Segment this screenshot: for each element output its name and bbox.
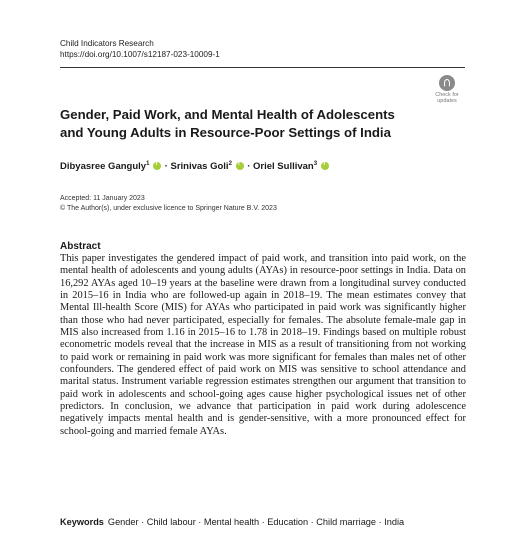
orcid-icon[interactable]: [321, 162, 329, 170]
author-separator: ·: [162, 161, 171, 173]
author-separator: ·: [244, 161, 254, 173]
orcid-icon[interactable]: [153, 162, 161, 170]
author-affiliation: 2: [228, 161, 232, 167]
abstract-text: This paper investigates the gendered impact of paid work, and transition into paid work, on the mental health of adolescents and young adults (AYAs) in resource-poor settings in India. Data on 16,292 AYAs aged 10–19 years at the baseline were drawn from a longitudinal survey conducted in 2015–16 in India who are followed-up again in 2018–19. The mean estimates convey that Mental Ill-health Score (MIS) for AYAs who participated in paid work was significantly higher than those who had never participated, especially for females. The absolute female-male gap in MIS also increased from 1.16 in 2015–16 to 1.78 in 2018–19. Findings based on multiple robust econometric models reveal that the increase in MIS as a result of transitioning from not working to paid work or remaining in paid work was more significant for females than males net of other confounders. The gendered effect of paid work on MIS was sensitive to school attendance and marital status. Instrument variable regression estimates strengthen our argument that transition to paid work in adolescents and school-going ages cause higher psychological issues net of other predictors. In conclusion, we advance that participation in paid work during adolescence negatively impacts mental health and is gender-sensitive, with a more pronounced effect for school-going and married female AYAs.: [60, 253, 466, 437]
check-for-updates-icon: [439, 75, 455, 91]
journal-name: Child Indicators Research: [60, 39, 154, 48]
author-name: Dibyasree Ganguly: [60, 161, 147, 173]
keywords-section: [60, 516, 466, 528]
publication-info: [60, 194, 277, 214]
author-name: Srinivas Goli: [170, 161, 229, 173]
keywords-heading: Keywords: [60, 517, 104, 527]
badge-line1: Check for: [435, 92, 459, 98]
accepted-date: Accepted: 11 January 2023: [60, 195, 145, 202]
keywords-list: Gender · Child labour · Mental health · Education · Child marriage · India: [107, 517, 405, 527]
check-for-updates-badge[interactable]: [428, 73, 466, 110]
author-affiliation: 3: [313, 161, 318, 167]
author-name: Oriel Sullivan: [253, 161, 314, 173]
journal-header: [60, 38, 220, 60]
copyright-notice: © The Author(s), under exclusive licence to Springer Nature B.V. 2023: [60, 205, 277, 212]
orcid-icon[interactable]: [236, 162, 244, 170]
doi-link[interactable]: https://doi.org/10.1007/s12187-023-10009-1: [60, 50, 220, 59]
author-affiliation: 1: [146, 161, 150, 167]
paper-title: Gender, Paid Work, and Mental Health of Adolescents and Young Adults in Resource-Poor Settings of India: [60, 107, 395, 140]
header-rule: [60, 67, 465, 68]
abstract-heading: Abstract: [60, 241, 101, 252]
badge-line2: updates: [437, 98, 457, 104]
author-list: [60, 161, 330, 172]
